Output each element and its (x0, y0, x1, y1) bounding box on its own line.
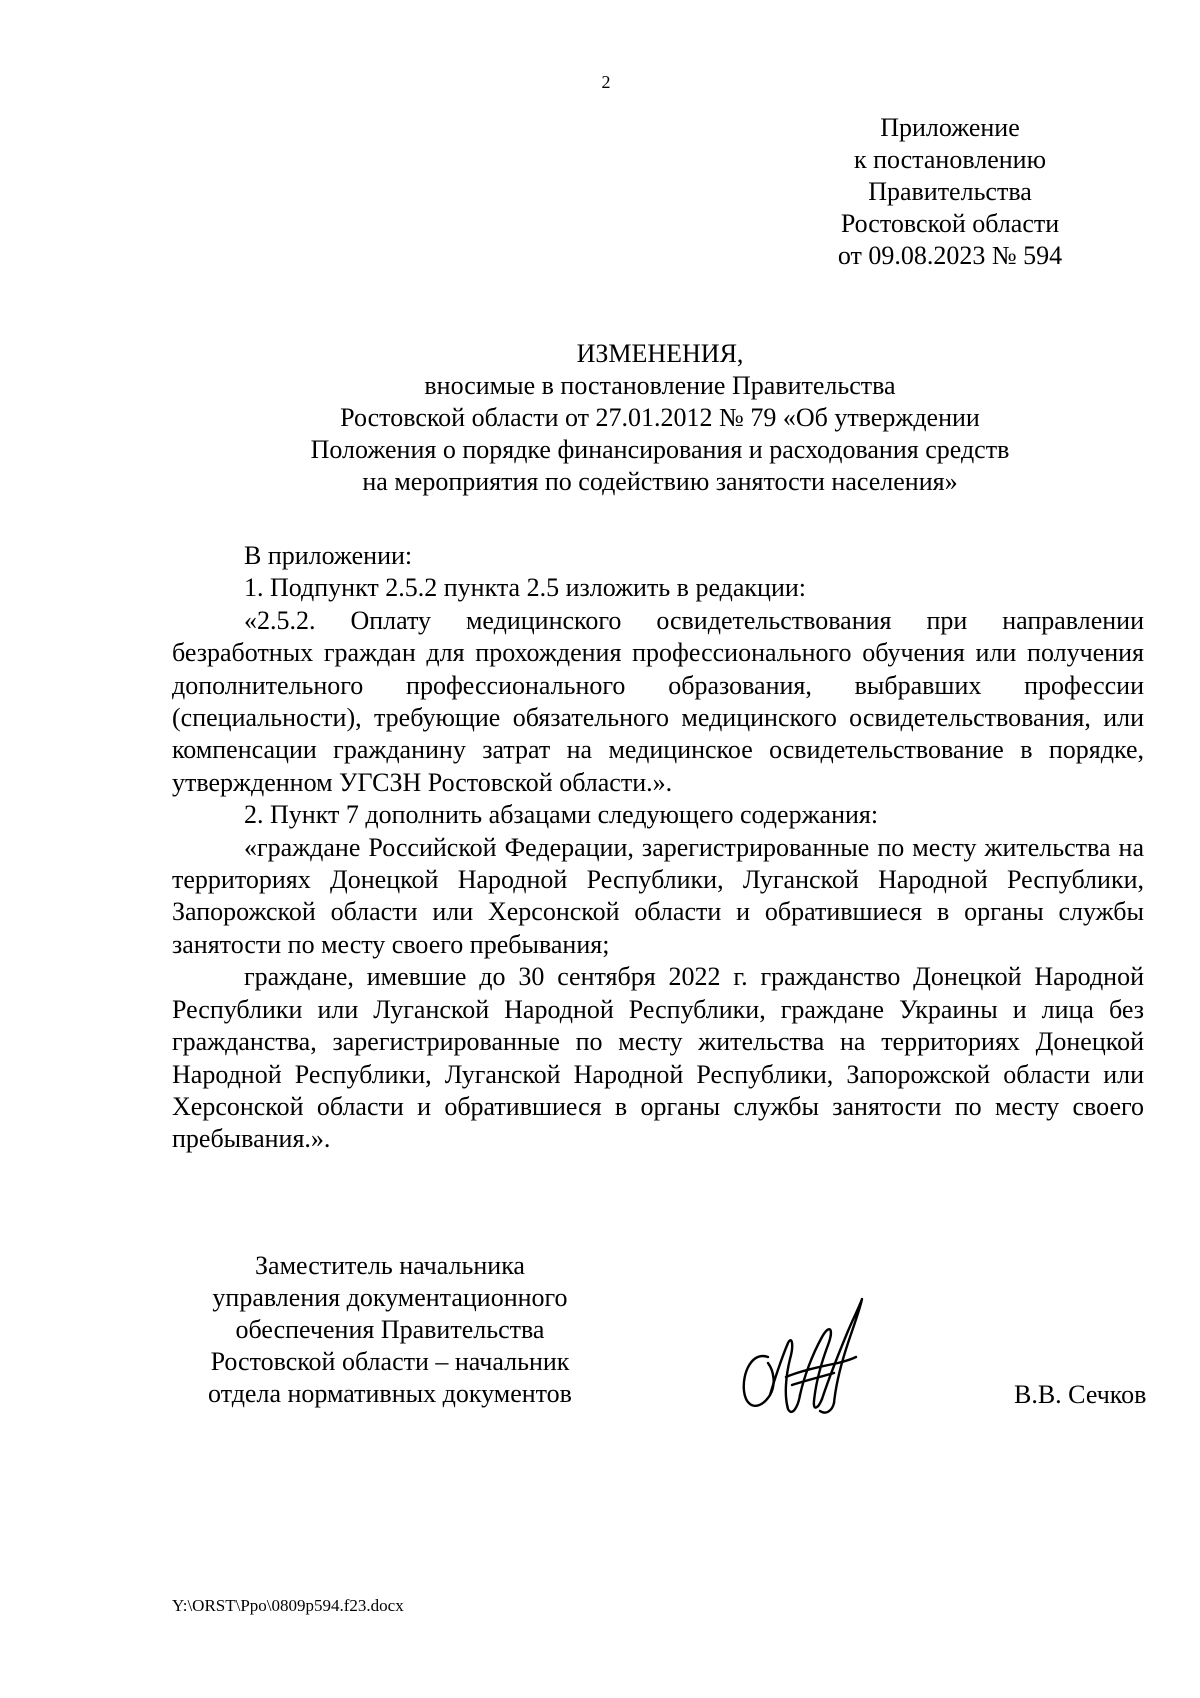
body-paragraph: «2.5.2. Оплату медицинского освидетельствования при направлении безработных граждан для прохождения профессионального обучения или получения дополнительного профессионального образования, выбравших профессии (специальности), требующие обязательного медицинского освидетельствования, или компенсации гражданину затрат на медицинское освидетельствование в порядке, утвержденном УГСЗН Ростовской области.». (172, 605, 1144, 797)
signer-position-line: отдела нормативных документов (208, 1379, 572, 1408)
title-line: Положения о порядке финансирования и расходования средств (310, 435, 1010, 464)
body-paragraph: 2. Пункт 7 дополнить абзацами следующего содержания: (244, 800, 879, 830)
body-paragraph: В приложении: (244, 541, 413, 570)
body-paragraph: граждане, имевшие до 30 сентября 2022 г. гражданство Донецкой Народной Республики или Луганской Народной Республики, граждане Украины и лица без гражданства, зарегистрированные по месту жительства на территориях Донецкой Народной Республики, Луганской Народной Республики, Запорожской области или Херсонской области и обратившиеся в органы службы занятости по месту своего пребывания.». (172, 962, 1144, 1154)
title-heading: ИЗМЕНЕНИЯ, (576, 339, 744, 368)
page-number: 2 (601, 72, 611, 92)
appendix-line: Правительства (868, 177, 1032, 206)
body-paragraph: «граждане Российской Федерации, зарегистрированные по месту жительства на территориях Донецкой Народной Республики, Луганской Народной Республики, Запорожской области или Херсонской области и обратившиеся в органы службы занятости по месту своего пребывания; (172, 832, 1144, 959)
file-path: Y:\ORST\Ppo\0809p594.f23.docx (172, 1596, 404, 1615)
appendix-line: от 09.08.2023 № 594 (837, 241, 1063, 270)
signer-position (160, 1250, 620, 1410)
document-title (160, 338, 1160, 498)
signer-position-line: управления документационного (212, 1283, 568, 1312)
signer-position-line: Заместитель начальника (255, 1251, 525, 1280)
appendix-line: к постановлению (853, 145, 1047, 174)
document-body (172, 540, 1144, 1156)
handwritten-signature (730, 1285, 870, 1425)
title-line: вносимые в постановление Правительства (424, 371, 896, 400)
appendix-line: Приложение (880, 113, 1020, 142)
title-line: Ростовской области от 27.01.2012 № 79 «Об утверждении (340, 403, 980, 432)
body-paragraph: 1. Подпункт 2.5.2 пункта 2.5 изложить в редакции: (244, 573, 807, 603)
title-line: на мероприятия по содействию занятости населения» (362, 467, 958, 496)
appendix-header (800, 112, 1100, 272)
signer-name: В.В. Сечков (1014, 1380, 1147, 1409)
signer-position-line: Ростовской области – начальник (210, 1347, 570, 1376)
signer-position-line: обеспечения Правительства (235, 1315, 545, 1344)
appendix-line: Ростовской области (840, 209, 1060, 238)
